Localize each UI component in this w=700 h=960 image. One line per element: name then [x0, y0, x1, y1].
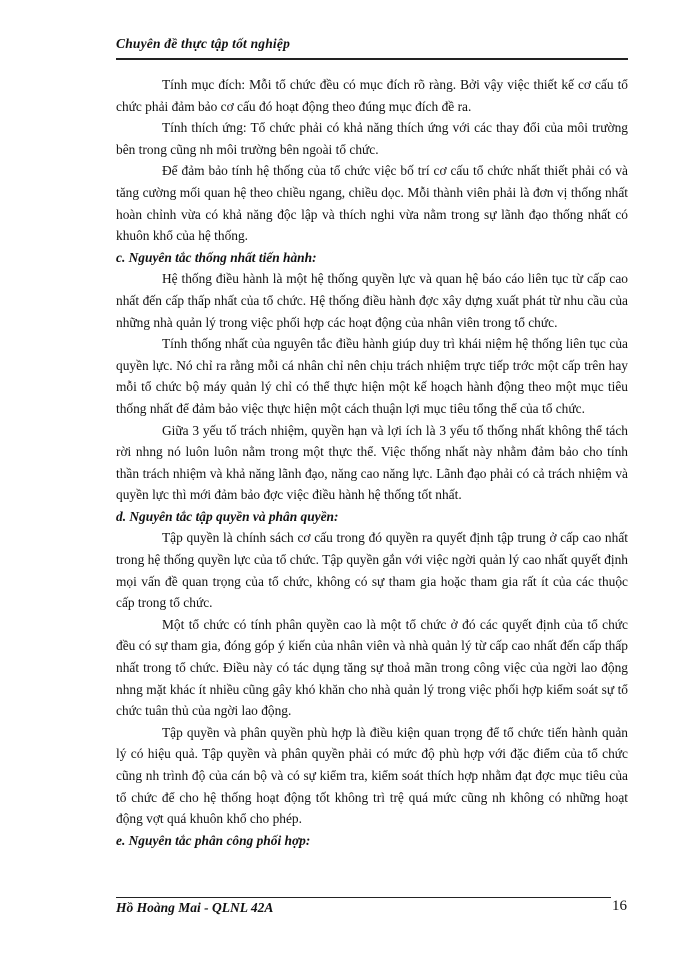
document-body — [116, 74, 628, 851]
footer-divider — [116, 897, 611, 898]
paragraph-decentralization: Một tổ chức có tính phân quyền cao là một tổ chức ở đó các quyết định của tổ chức đều có sự tham gia, đóng góp ý kiến của nhân viên và nhà quản lý từ cấp cao nhất đến cấp thấp nhất trong tổ chức. Điều này có tác dụng tăng sự thoả mãn trong công việc của ngời lao động nhng mặt khác ít nhiều cũng gây khó khăn cho nhà quản lý trong việc phối hợp kiểm soát sự tổ chức tuân thủ của ngời lao động. — [116, 616, 628, 719]
paragraph-unity-of-command: Tính thống nhất của nguyên tắc điều hành giúp duy trì khái niệm hệ thống liên tục của quyền lực. Nó chỉ ra rằng mỗi cá nhân chỉ nên chịu trách nhiệm trực tiếp trớc một cấp trên hay mỗi tổ chức bộ máy quản lý chỉ có thể thực hiện một kế hoạch hành động theo một mục tiêu thống nhất để đảm bảo việc thực hiện một cách thuận lợi mục tiêu tổng thể của tổ chức. — [116, 336, 628, 416]
page-number: 16 — [612, 898, 627, 914]
paragraph-balance: Tập quyền và phân quyền phù hợp là điều kiện quan trọng để tổ chức tiến hành quản lý có hiệu quả. Tập quyền và phân quyền phải có mức độ phù hợp với đặc điểm của tổ chức cũng nh trình độ của cán bộ và có sự kiểm tra, kiểm soát thích hợp nhằm đạt đợc mục tiêu của tổ chức để cho hệ thống hoạt động tốt không trì trệ quá mức cũng nh không có những hoạt động vợt quá khuôn khổ cho phép. — [116, 724, 628, 827]
paragraph-command-system: Hệ thống điều hành là một hệ thống quyền lực và quan hệ báo cáo liên tục từ cấp cao nhất đến cấp thấp nhất của tổ chức. Hệ thống điều hành đợc xây dựng xuất phát từ nhu cầu của những nhà quản lý trong việc phối hợp các hoạt động của nhân viên trong tổ chức. — [116, 271, 628, 330]
section-heading-e: e. Nguyên tắc phân công phối hợp: — [116, 832, 311, 848]
paragraph-three-factors: Giữa 3 yếu tố trách nhiệm, quyền hạn và lợi ích là 3 yếu tố thống nhất không thể tách rời nhng nó luôn luôn nằm trong một thực thể. Việc thống nhất này nhằm đảm bảo cho tính thần trách nhiệm và khả năng lãnh đạo, năng cao năng lực. Lãnh đạo phải có cả trách nhiệm và quyền lực thì mới đảm bảo đợc việc điều hành hệ thống tốt nhất. — [116, 422, 628, 503]
section-heading-c: c. Nguyên tắc thống nhất tiến hành: — [116, 249, 317, 265]
paragraph-purpose: Tính mục đích: Mỗi tổ chức đều có mục đích rõ ràng. Bởi vậy việc thiết kế cơ cấu tổ chức phải đảm bảo cơ cấu đó hoạt động theo đúng mục đích đề ra. — [116, 77, 628, 114]
section-heading-d: d. Nguyên tắc tập quyền và phân quyền: — [116, 508, 339, 524]
footer-author: Hồ Hoàng Mai - QLNL 42A — [116, 900, 274, 915]
paragraph-centralization: Tập quyền là chính sách cơ cấu trong đó quyền ra quyết định tập trung ở cấp cao nhất trong hệ thống quyền lực của tổ chức. Tập quyền gắn với việc ngời quản lý cao nhất quyết định mọi vấn đề quan trọng của tổ chức, không có sự tham gia hoặc tham gia rất ít của các thuộc cấp trong tổ chức. — [116, 530, 628, 611]
header-divider — [116, 58, 628, 60]
paragraph-adaptability: Tính thích ứng: Tổ chức phải có khả năng thích ứng với các thay đổi của môi trường bên trong cũng nh môi trường bên ngoài tổ chức. — [116, 120, 628, 157]
paragraph-system-structure: Để đảm bảo tính hệ thống của tổ chức việc bố trí cơ cấu tổ chức nhất thiết phải có và tăng cường mối quan hệ theo chiều ngang, chiều dọc. Mỗi thành viên phải là đơn vị thống nhất hoàn chỉnh vừa có khả năng độc lập và thích nghi vừa nằm trong sự lãnh đạo thống nhất có khuôn khổ của hệ thống. — [116, 163, 628, 244]
running-header: Chuyên đề thực tập tốt nghiệp — [116, 36, 291, 51]
